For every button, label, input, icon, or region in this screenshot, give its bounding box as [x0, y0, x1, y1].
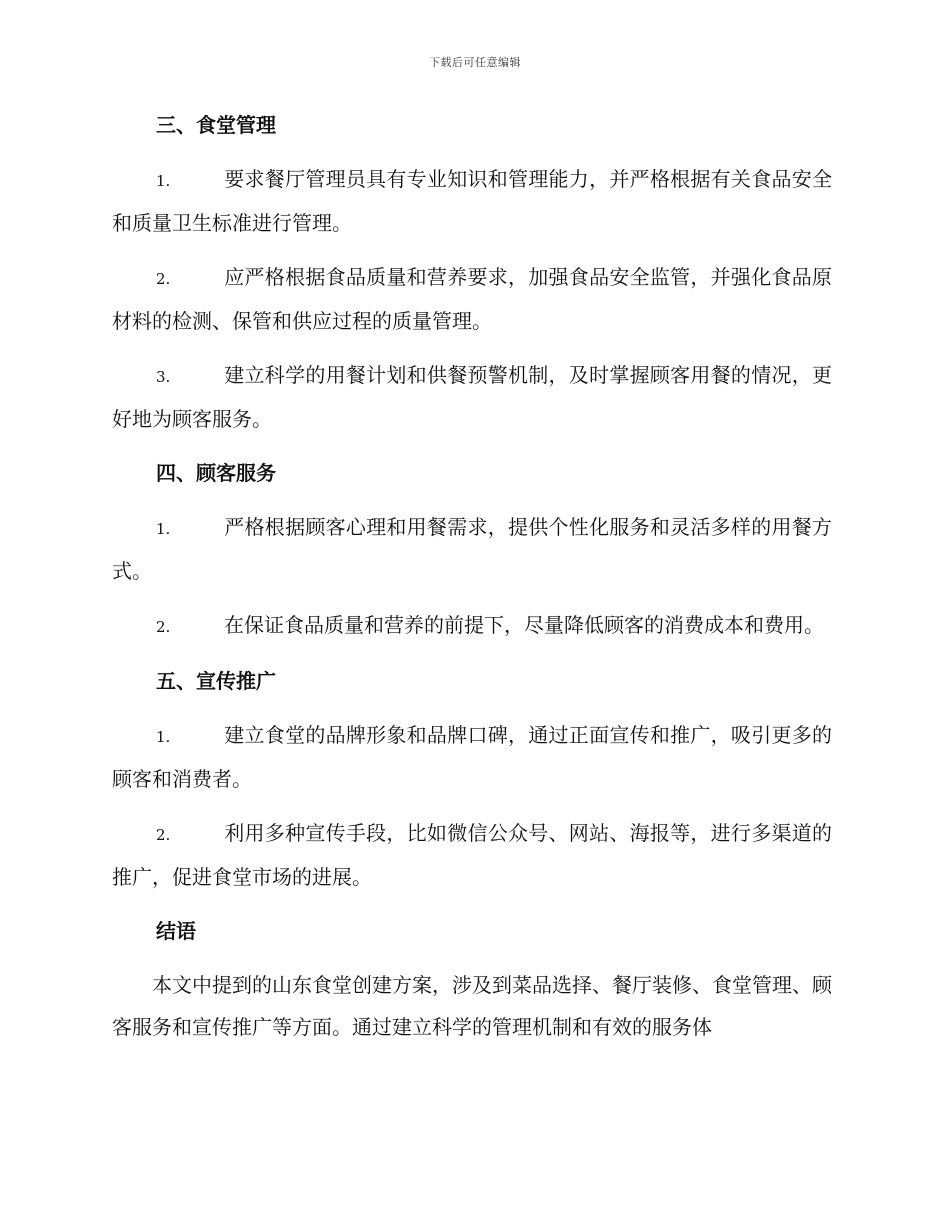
- section-heading-customer-service: 四、顾客服务: [156, 461, 276, 485]
- list-item: [112, 812, 832, 898]
- list-item: [112, 354, 832, 440]
- list-text: 利用多种宣传手段，比如微信公众号、网站、海报等，进行多渠道的推广，促进食堂市场的进展。: [112, 821, 832, 889]
- list-number: 1.: [156, 728, 171, 746]
- section-heading-conclusion: 结语: [156, 919, 196, 943]
- list-item: [112, 158, 832, 244]
- list-number: 2.: [156, 618, 171, 636]
- list-text: 建立科学的用餐计划和供餐预警机制，及时掌握顾客用餐的情况，更好地为顾客服务。: [112, 363, 832, 431]
- conclusion-paragraph: 本文中提到的山东食堂创建方案，涉及到菜品选择、餐厅装修、食堂管理、顾客服务和宣传推广等方面。通过建立科学的管理机制和有效的服务体: [112, 973, 832, 1039]
- list-item: [112, 506, 832, 592]
- section-heading-canteen-management: 三、食堂管理: [156, 113, 276, 137]
- list-item: [112, 256, 832, 342]
- list-text: 应严格根据食品质量和营养要求，加强食品安全监管，并强化食品原材料的检测、保管和供应过程的质量管理。: [112, 265, 832, 333]
- list-number: 2.: [156, 270, 171, 288]
- list-number: 3.: [156, 368, 171, 386]
- list-number: 2.: [156, 826, 171, 844]
- list-text: 在保证食品质量和营养的前提下，尽量降低顾客的消费成本和费用。: [224, 613, 824, 637]
- document-body: [112, 104, 832, 1048]
- section-heading-promotion: 五、宣传推广: [156, 669, 276, 693]
- list-text: 建立食堂的品牌形象和品牌口碑，通过正面宣传和推广，吸引更多的顾客和消费者。: [112, 723, 832, 791]
- list-number: 1.: [156, 172, 171, 190]
- list-item: [112, 714, 832, 800]
- list-number: 1.: [156, 520, 171, 538]
- page-header: 下载后可任意编辑: [429, 56, 521, 69]
- list-text: 严格根据顾客心理和用餐需求，提供个性化服务和灵活多样的用餐方式。: [112, 515, 832, 583]
- list-item: [112, 604, 832, 648]
- list-text: 要求餐厅管理员具有专业知识和管理能力，并严格根据有关食品安全和质量卫生标准进行管理。: [112, 167, 832, 235]
